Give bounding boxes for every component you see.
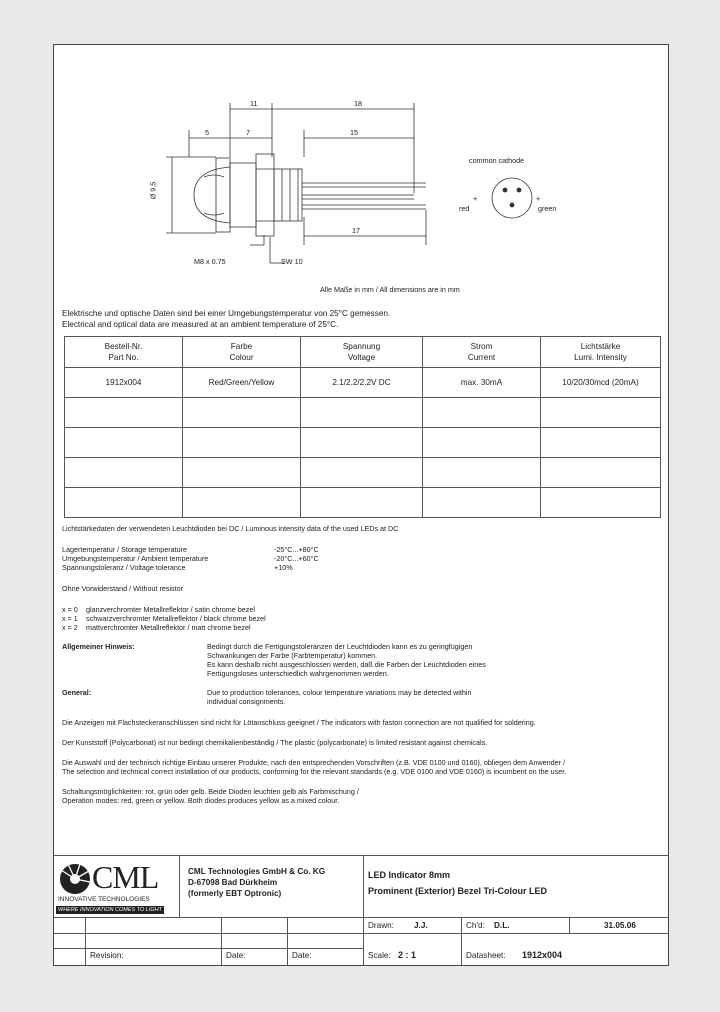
table-row-empty [65, 428, 661, 458]
general-en-line-2: individual consignments. [207, 697, 286, 706]
revision-label: Revision: [90, 951, 124, 960]
dim-7: 7 [246, 128, 250, 137]
general-de-line-1: Bedingt durch die Fertigungstoleranzen der Leuchtdioden kann es zu geringfügigen [207, 642, 473, 651]
title-block [54, 855, 668, 966]
pin-red-label: red [459, 204, 470, 213]
product-title-cell [364, 856, 668, 918]
general-de-line-3: Es kann deshalb nicht ausgeschlossen werden, daß die Farben der Leuchtdioden eines [207, 660, 486, 669]
company-cell [180, 856, 364, 918]
storage-label: Lagertemperatur / Storage temperature [62, 545, 188, 554]
pin-green-label: green [538, 204, 557, 213]
storage-value: -25°C...+80°C [274, 545, 319, 554]
intro-en: Electrical and optical data are measured at an ambient temperature of 25°C. [62, 320, 339, 329]
revision-date-cell-2 [288, 949, 364, 965]
logo-cell [54, 856, 180, 918]
header-voltage: Spannung Voltage [301, 337, 423, 368]
dim-diameter: Ø 9.5 [148, 181, 158, 200]
cell-intensity: 10/20/30mcd (20mA) [541, 368, 661, 398]
scale-label: Scale: [368, 951, 391, 960]
header-current: Strom Current [423, 337, 541, 368]
date-value: 31.05.06 [604, 921, 636, 930]
x0-key: x = 0 [62, 605, 78, 614]
tolerance-value: +10% [274, 563, 293, 572]
cell-current: max. 30mA [423, 368, 541, 398]
general-de-line-4: Fertigungsloses unterschiedlich wahrgenommen werden. [207, 669, 389, 678]
datasheet-cell [462, 934, 668, 965]
ambient-label: Umgebungstemperatur / Ambient temperature [62, 554, 209, 563]
modes-note-en: Operation modes: red, green or yellow. Both diodes produces yellow as a mixed colour. [62, 796, 340, 805]
dim-5: 5 [205, 128, 209, 137]
date-cell [570, 918, 668, 934]
revision-cell [86, 949, 222, 965]
logo-subtitle: INNOVATIVE TECHNOLOGIES [58, 896, 150, 903]
dim-15: 15 [350, 128, 358, 137]
company-former: (formerly EBT Optronic) [188, 889, 282, 898]
cell-voltage: 2.1/2.2/2.2V DC [301, 368, 423, 398]
install-note-de: Die Auswahl und der technisch richtige Einbau unserer Produkte, nach den entsprechenden Vorschriften (z.B. VDE 0100 und 0160), obliegen dem Anwender / [62, 758, 566, 767]
x0-text: glanzverchromter Metallreflektor / satin chrome bezel [86, 605, 255, 614]
dimensions-note: Alle Maße in mm / All dimensions are in mm [320, 285, 460, 294]
led-dimension-drawing [54, 45, 668, 285]
thread-label: M8 x 0.75 [194, 257, 226, 266]
revision-date-label: Date: [226, 951, 246, 960]
drawn-value: J.J. [414, 921, 428, 930]
header-colour: Farbe Colour [183, 337, 301, 368]
resistor-note: Ohne Vorwiderstand / Without resistor [62, 584, 184, 593]
general-en-line-1: Due to production tolerances, colour temperature variations may be detected within [207, 688, 472, 697]
drawn-cell [364, 918, 462, 934]
company-address: D-67098 Bad Dürkheim [188, 878, 278, 887]
checked-cell [462, 918, 570, 934]
x1-key: x = 1 [62, 614, 78, 623]
product-title-1: LED Indicator 8mm [368, 870, 451, 880]
checked-label: Ch'd: [466, 921, 485, 930]
datasheet-sheet [53, 44, 669, 966]
company-name: CML Technologies GmbH & Co. KG [188, 867, 326, 876]
ambient-value: -20°C...+60°C [274, 554, 319, 563]
table-row-empty [65, 488, 661, 518]
dim-18: 18 [354, 99, 362, 108]
cell-part-no: 1912x004 [65, 368, 183, 398]
luminous-note: Lichtstärkedaten der verwendeten Leuchtdioden bei DC / Luminous intensity data of the used LEDs at DC [62, 524, 399, 533]
logo-tagline: WHERE INNOVATION COMES TO LIGHT [58, 907, 163, 913]
pin-plus-right: + [536, 194, 541, 203]
spec-table [64, 336, 661, 518]
cml-logo-icon [58, 862, 92, 896]
dim-17: 17 [352, 226, 360, 235]
pinout-title: common cathode [469, 156, 525, 165]
logo-text: CML [92, 859, 159, 895]
pin-plus-left: + [473, 194, 478, 203]
x1-text: schwarzverchromter Metallreflektor / black chrome bezel [86, 614, 266, 623]
scale-cell [364, 934, 462, 965]
general-de-label: Allgemeiner Hinweis: [62, 642, 135, 651]
tolerance-label: Spannungstoleranz / Voltage tolerance [62, 563, 186, 572]
solder-note: Die Anzeigen mit Flachsteckeranschlüssen sind nicht für Lötanschluss geeignet / The indicators with faston connection are not qualified for soldering. [62, 718, 536, 727]
header-intensity: Lichtstärke Lumi. Intensity [541, 337, 661, 368]
general-en-label: General: [62, 688, 92, 697]
plastic-note: Der Kunststoff (Polycarbonat) ist nur bedingt chemikalienbeständig / The plastic (polycarbonate) is limited resistant against chemicals. [62, 738, 488, 747]
datasheet-label: Datasheet: [466, 951, 506, 960]
table-row-empty [65, 398, 661, 428]
datasheet-value: 1912x004 [522, 950, 563, 960]
checked-value: D.L. [494, 921, 510, 930]
scale-value: 2 : 1 [398, 950, 417, 960]
intro-de: Elektrische und optische Daten sind bei einer Umgebungstemperatur von 25°C gemessen. [62, 309, 391, 318]
cell-colour: Red/Green/Yellow [183, 368, 301, 398]
x2-key: x = 2 [62, 623, 78, 632]
x2-text: mattverchromter Metallreflektor / matt chrome bezel [86, 623, 251, 632]
header-part-no: Bestell-Nr. Part No. [65, 337, 183, 368]
table-row-empty [65, 458, 661, 488]
revision-date-label-2: Date: [292, 951, 312, 960]
revision-date-cell [222, 949, 288, 965]
table-header-row [65, 337, 661, 368]
table-row [65, 368, 661, 398]
dim-11: 11 [250, 99, 258, 108]
product-title-2: Prominent (Exterior) Bezel Tri-Colour LED [368, 886, 548, 896]
general-de-line-2: Schwankungen der Farbe (Farbtemperatur) kommen. [207, 651, 378, 660]
modes-note-de: Schaltungsmöglichkeiten: rot, grün oder gelb. Beide Dioden leuchten gelb als Farbmischung / [62, 787, 359, 796]
install-note-en: The selection and technical correct installation of our products, conforming for the relevant standards (e.g. VDE 0100 and VDE 0160) is incumbent on the user. [62, 767, 567, 776]
wrench-size-label: SW 10 [281, 257, 303, 266]
drawn-label: Drawn: [368, 921, 394, 930]
